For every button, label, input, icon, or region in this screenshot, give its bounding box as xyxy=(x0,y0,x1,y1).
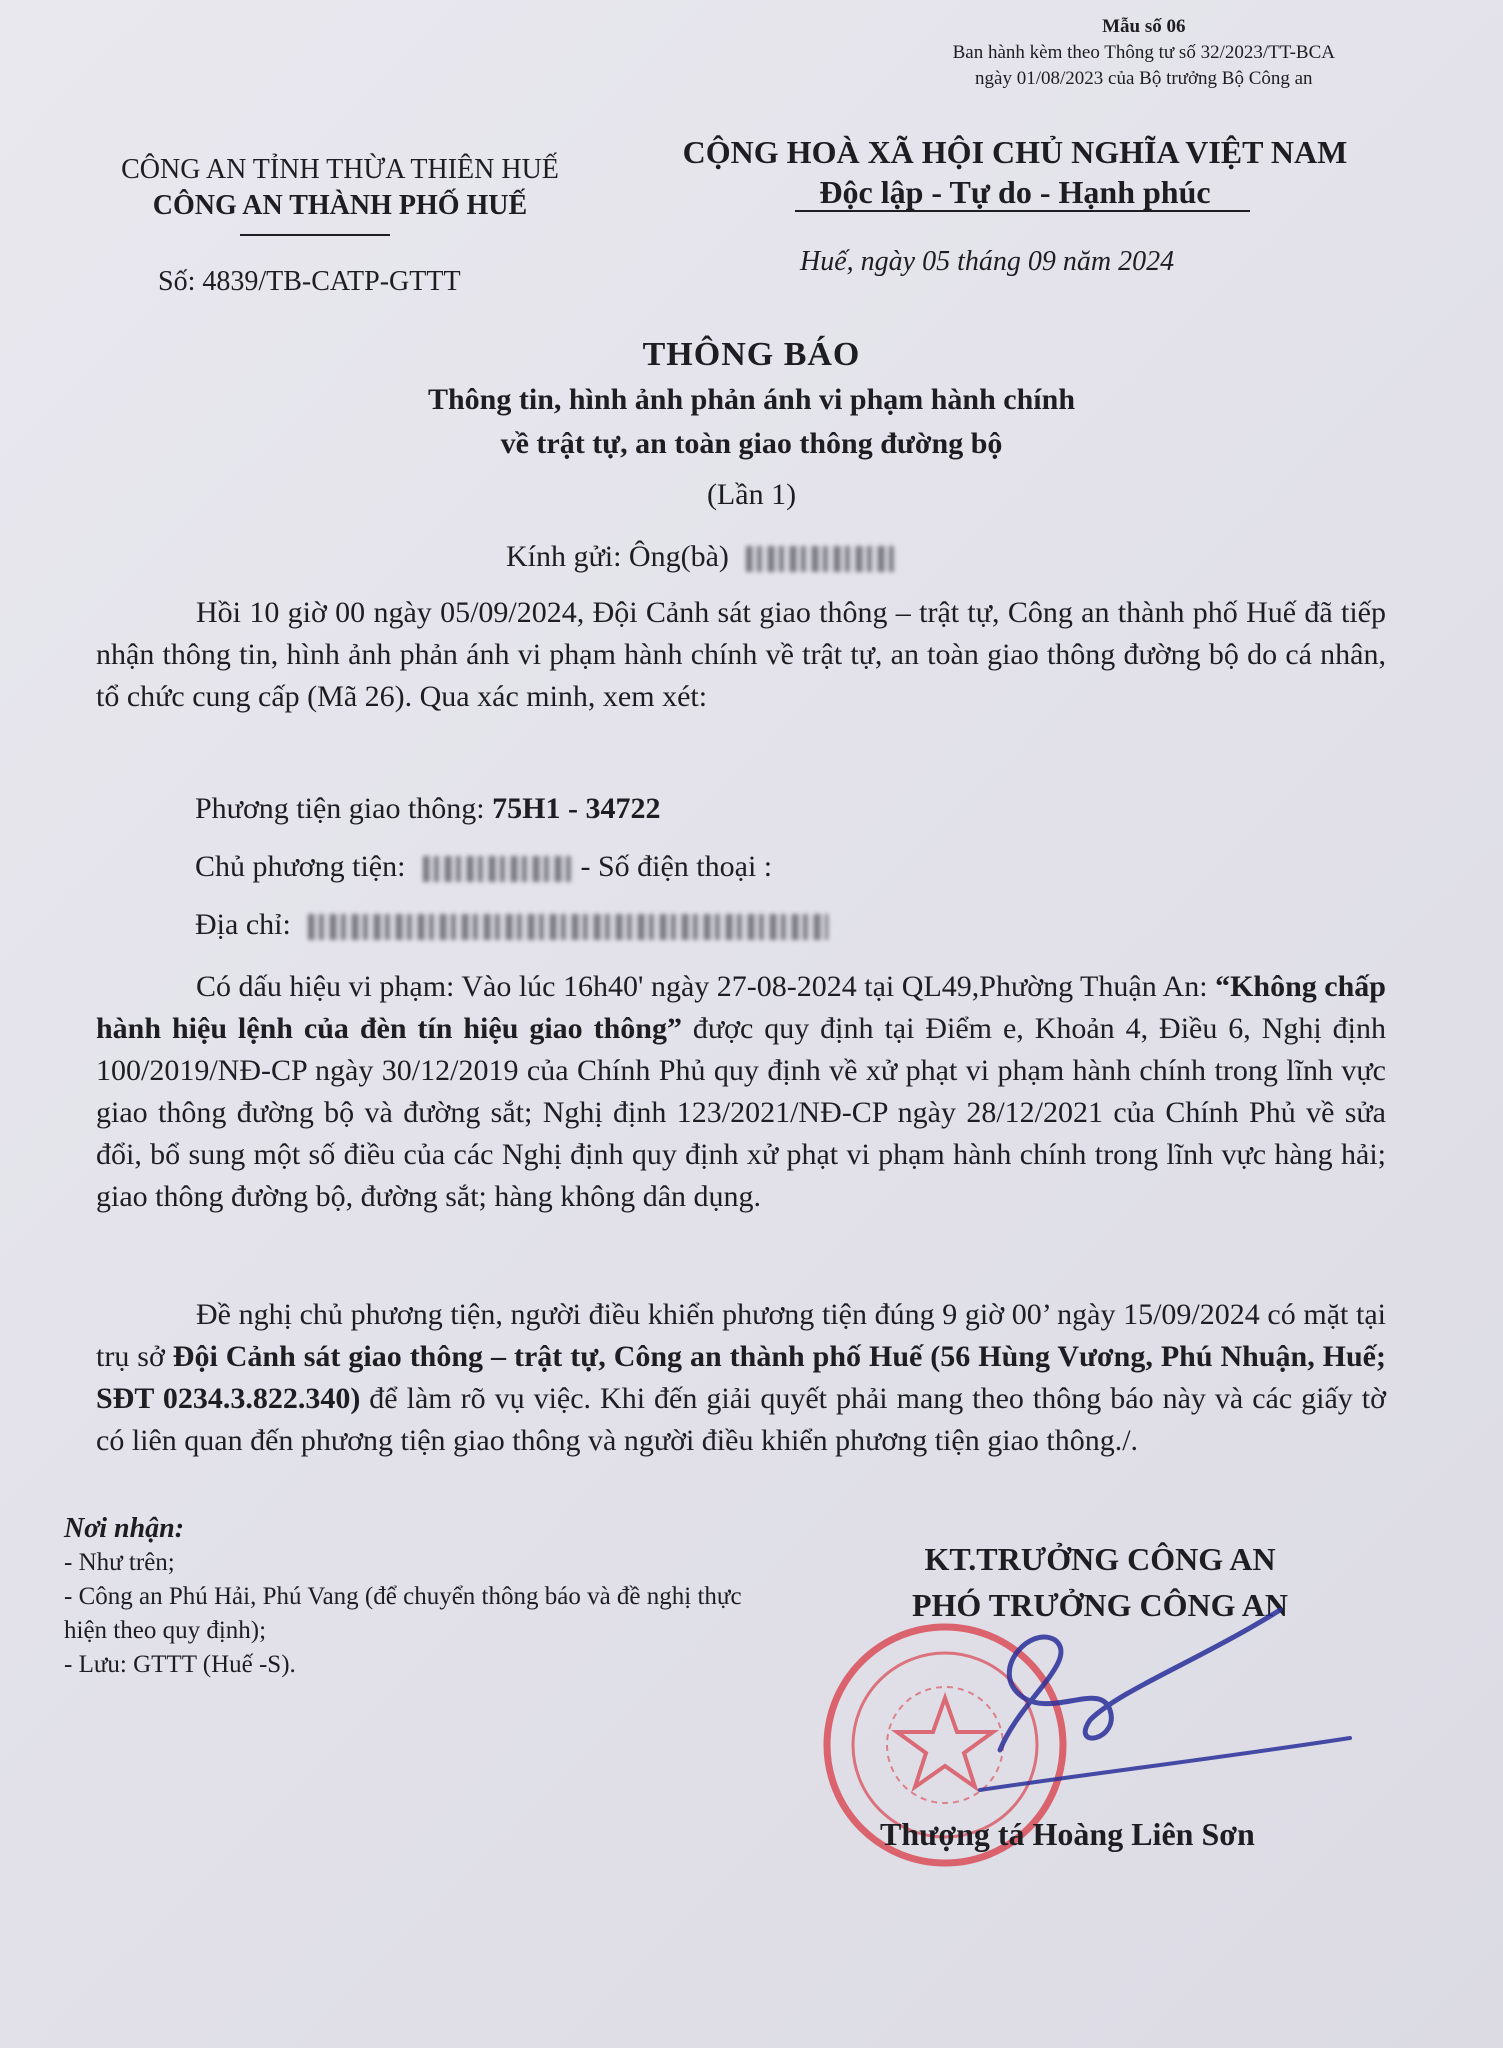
motto-underline xyxy=(795,210,1250,212)
violation-intro: Có dấu hiệu vi phạm: Vào lúc 16h40' ngày 27-08-2024 tại QL49,Phường Thuận An: xyxy=(196,970,1216,1003)
paragraph-request xyxy=(96,1294,1386,1462)
form-reference-line-2: ngày 01/08/2023 của Bộ trưởng Bộ Công an xyxy=(975,68,1313,89)
office-address: Đội Cảnh sát giao thông – trật tự, Công an thành phố Huế (56 Hùng Vương, Phú Nhuận, Huế; SĐT 0234.3.822.340) xyxy=(96,1340,1386,1415)
issuing-unit: CÔNG AN THÀNH PHỐ HUẾ xyxy=(152,190,528,221)
form-reference-line-1: Ban hành kèm theo Thông tư số 32/2023/TT-BCA xyxy=(952,42,1335,63)
paragraph-violation xyxy=(96,966,1386,1218)
redacted-owner xyxy=(423,856,573,882)
recipient-item: - Công an Phú Hải, Phú Vang (để chuyển thông báo và đề nghị thực hiện theo quy định); xyxy=(64,1583,742,1644)
recipient-line xyxy=(506,540,896,574)
owner-label: Chủ phương tiện: xyxy=(195,850,406,883)
signer-name: Thượng tá Hoàng Liên Sơn xyxy=(880,1816,1255,1852)
national-motto: Độc lập - Tự do - Hạnh phúc xyxy=(819,174,1211,210)
request-intro: Đề nghị chủ phương tiện, người điều khiển phương tiện đúng 9 giờ 00’ ngày 15/09/2024 có mặt tại trụ sở xyxy=(96,1298,1386,1373)
handwritten-signature xyxy=(960,1600,1360,1820)
signature-title-2: PHÓ TRƯỞNG CÔNG AN xyxy=(911,1587,1288,1623)
redacted-name xyxy=(746,546,896,572)
issuing-agency xyxy=(80,152,600,224)
notice-attempt: (Lần 1) xyxy=(706,478,797,511)
document-number: Số: 4839/TB-CATP-GTTT xyxy=(158,266,461,297)
redacted-address xyxy=(308,914,828,940)
address-field xyxy=(195,908,828,942)
recipient-item: - Lưu: GTTT (Huế -S). xyxy=(64,1651,296,1678)
address-label: Địa chỉ: xyxy=(195,908,291,941)
recipients-list xyxy=(64,1512,784,1682)
document-title: THÔNG BÁO xyxy=(642,336,861,373)
violation-description: “Không chấp hành hiệu lệnh của đèn tín hiệu giao thông” xyxy=(96,970,1386,1045)
recipient-item: - Như trên; xyxy=(64,1549,175,1576)
document-subtitle-2: về trật tự, an toàn giao thông đường bộ xyxy=(500,427,1003,460)
vehicle-field xyxy=(195,792,660,826)
signature-title-1: KT.TRƯỞNG CÔNG AN xyxy=(924,1541,1276,1577)
agency-underline xyxy=(240,234,390,236)
paragraph-receipt: Hồi 10 giờ 00 ngày 05/09/2024, Đội Cảnh sát giao thông – trật tự, Công an thành phố Huế đã tiếp nhận thông tin, hình ảnh phản ánh vi phạm hành chính về trật tự, an toàn giao thông đường bộ do cá nhân, tổ chức cung cấp (Mã 26). Qua xác minh, xem xét: xyxy=(96,596,1386,713)
recipient-label: Kính gửi: Ông(bà) xyxy=(506,540,729,573)
document-title-block xyxy=(0,332,1503,520)
vehicle-label: Phương tiện giao thông: xyxy=(195,792,493,825)
phone-label: - Số điện thoại : xyxy=(580,850,773,883)
place-and-date: Huế, ngày 05 tháng 09 năm 2024 xyxy=(800,246,1175,277)
request-instructions: để làm rõ vụ việc. Khi đến giải quyết phải mang theo thông báo này và các giấy tờ có liên quan đến phương tiện giao thông và người điều khiển phương tiện giao thông./. xyxy=(96,1382,1386,1457)
parent-agency: CÔNG AN TỈNH THỪA THIÊN HUẾ xyxy=(121,154,559,185)
document-subtitle-1: Thông tin, hình ảnh phản ánh vi phạm hành chính xyxy=(427,383,1076,416)
violation-legal-basis: được quy định tại Điểm e, Khoản 4, Điều 6, Nghị định 100/2019/NĐ-CP ngày 30/12/2019 của Chính Phủ quy định về xử phạt vi phạm hành chính trong lĩnh vực giao thông đường bộ và đường sắt; Nghị định 123/2021/NĐ-CP ngày 28/12/2021 của Chính Phủ về sửa đổi, bổ sung một số điều của các Nghị định quy định xử phạt vi phạm hành chính trong lĩnh vực hàng hải; giao thông đường bộ, đường sắt; hàng không dân dụng. xyxy=(96,1012,1386,1213)
form-number: Mẫu số 06 xyxy=(1102,16,1186,37)
vehicle-plate: 75H1 - 34722 xyxy=(492,792,661,825)
country-name: CỘNG HOÀ XÃ HỘI CHỦ NGHĨA VIỆT NAM xyxy=(682,134,1348,170)
recipients-title: Nơi nhận: xyxy=(64,1513,185,1544)
national-header xyxy=(650,132,1380,212)
owner-field xyxy=(195,850,772,884)
form-reference xyxy=(953,14,1335,92)
